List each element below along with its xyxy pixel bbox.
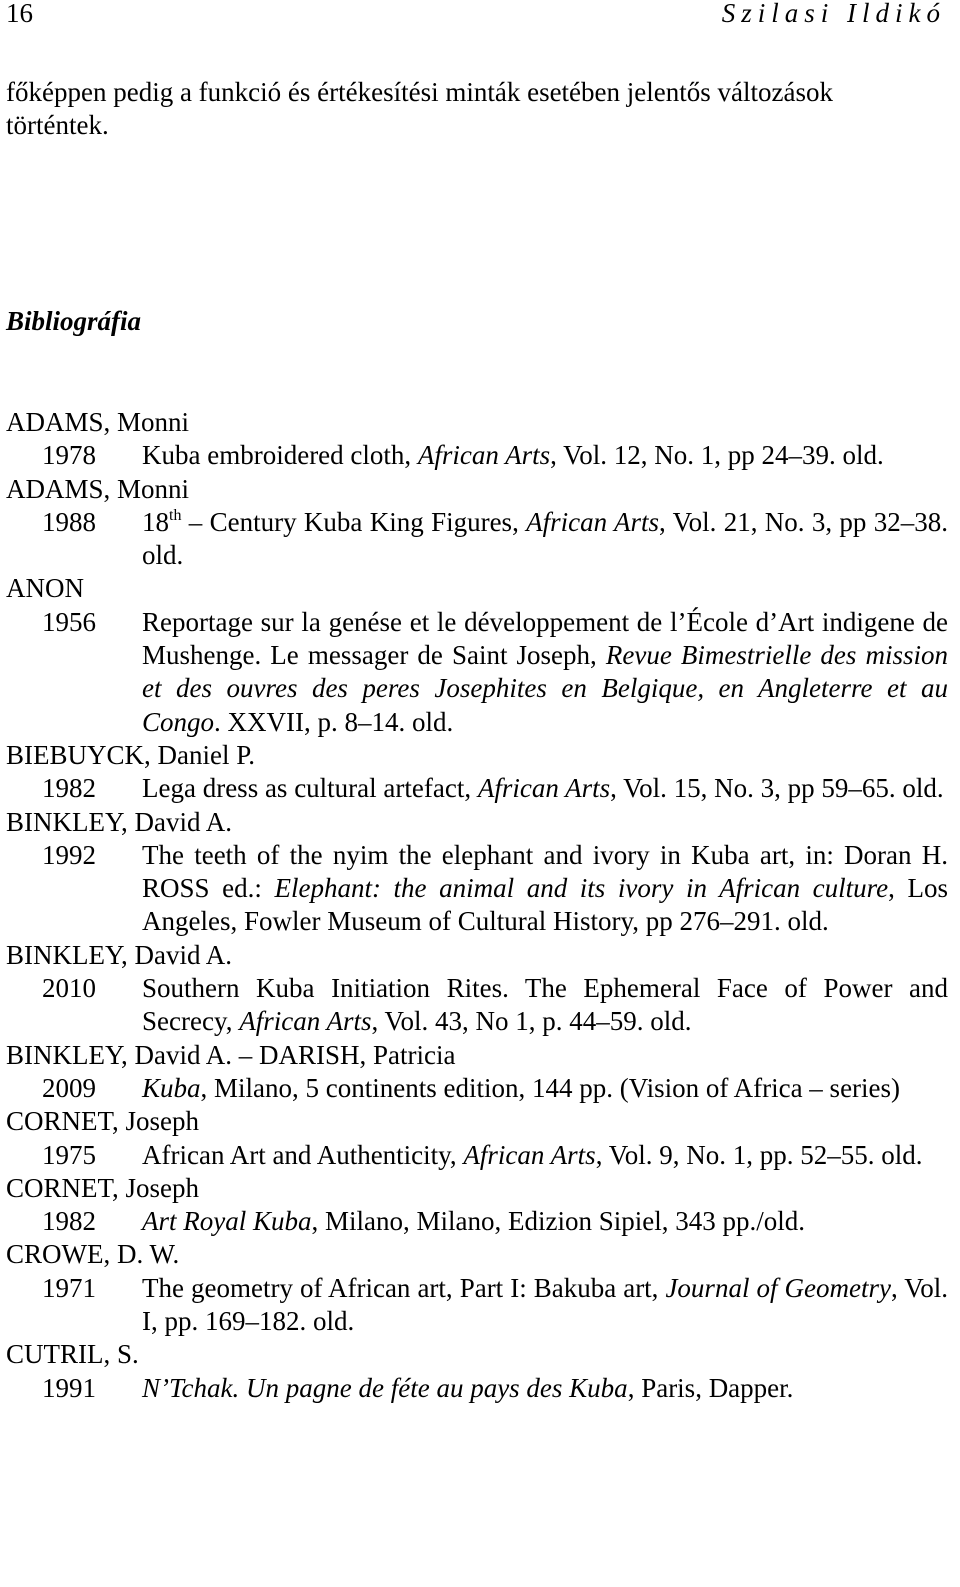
bib-work — [6, 606, 948, 739]
bib-text: The teeth of the nyim the elephant and ivory in Kuba art, in: Doran H. ROSS ed.: — [142, 839, 948, 904]
bib-work — [6, 439, 948, 472]
bib-citation — [142, 606, 948, 739]
bib-citation — [142, 1272, 948, 1339]
bib-work — [6, 772, 948, 805]
bib-title-italic: African Arts — [477, 773, 611, 804]
bib-year: 1991 — [42, 1372, 96, 1403]
bib-text: , Vol. I, pp. 169–182. old. — [142, 1272, 948, 1337]
bib-author: CORNET, Joseph — [6, 1106, 199, 1137]
page-header — [0, 0, 960, 40]
bib-text: – Century Kuba King Figures, — [181, 506, 527, 537]
bib-entry — [6, 473, 948, 573]
bibliography-list — [6, 406, 948, 1405]
bib-text: Southern Kuba Initiation Rites. The Ephemeral Face of Power and Secrecy, — [142, 973, 948, 1037]
bib-title-italic: N’Tchak. Un pagne de féte au pays des Kuba — [142, 1372, 628, 1403]
bib-entry — [6, 572, 948, 738]
bib-text: The geometry of African art, Part I: Bakuba art, — [142, 1272, 666, 1303]
bib-author: BINKLEY, David A. — [6, 939, 232, 970]
bib-text: , Paris, Dapper. — [627, 1372, 794, 1403]
running-head: Szilasi Ildikó — [721, 0, 946, 28]
bib-citation — [142, 839, 948, 939]
bib-year: 1971 — [42, 1272, 96, 1303]
bib-text: Reportage sur la genése et le développement de l’École d’Art indigene de Mushenge. Le messager de Saint Joseph, — [142, 606, 948, 671]
bib-year: 2010 — [42, 973, 96, 1004]
bib-author: CORNET, Joseph — [6, 1172, 199, 1203]
bib-text: African Art and Authenticity, — [142, 1139, 464, 1170]
bib-entry — [6, 1039, 948, 1106]
bib-year: 1982 — [42, 773, 96, 804]
bib-author: BINKLEY, David A. – DARISH, Patricia — [6, 1039, 456, 1070]
bib-work — [6, 1272, 948, 1339]
bib-title-italic: African Arts — [463, 1139, 596, 1170]
bib-text: , Vol. 43, No 1, p. 44–59. old. — [371, 1006, 692, 1037]
bib-text: , Vol. 12, No. 1, pp 24–39. old. — [550, 440, 884, 471]
bib-title-italic: African Arts — [239, 1006, 372, 1037]
bib-author: BIEBUYCK, Daniel P. — [6, 739, 255, 770]
bib-text: , Vol. 15, No. 3, pp 59–65. old. — [610, 773, 944, 804]
bib-work — [6, 972, 948, 1039]
bib-text: , Vol. 9, No. 1, pp. 52–55. old. — [595, 1139, 923, 1170]
bib-title-italic: Kuba — [142, 1072, 201, 1103]
bib-year: 1956 — [42, 606, 96, 637]
bib-title-italic: Elephant: the animal and its ivory in African culture — [274, 873, 889, 904]
bib-entry — [6, 406, 948, 473]
bib-citation — [142, 439, 948, 472]
bib-year: 1975 — [42, 1139, 96, 1170]
bib-citation — [142, 1139, 948, 1172]
bib-citation — [142, 1205, 948, 1238]
bib-entry — [6, 739, 948, 806]
bib-text: 18 — [142, 506, 169, 537]
bib-entry — [6, 1105, 948, 1172]
bib-text: , Milano, 5 continents edition, 144 pp. (Vision of Africa – series) — [200, 1072, 901, 1103]
bib-work — [6, 839, 948, 939]
bib-text: . XXVII, p. 8–14. old. — [214, 706, 454, 737]
bib-work — [6, 1139, 948, 1172]
bib-work — [6, 1372, 948, 1405]
bib-author: BINKLEY, David A. — [6, 806, 232, 837]
bib-work — [6, 1072, 948, 1105]
bib-citation — [142, 506, 948, 573]
bib-text: Kuba embroidered cloth, — [142, 440, 418, 471]
bib-text: , Los Angeles, Fowler Museum of Cultural History, pp 276–291. old. — [142, 873, 949, 937]
section-heading: Bibliográfia — [6, 306, 142, 336]
bib-author: ADAMS, Monni — [6, 407, 190, 437]
bib-superscript: th — [169, 506, 182, 524]
bib-author: ANON — [6, 573, 84, 604]
bib-text: , Milano, Milano, Edizion Sipiel, 343 pp./old. — [311, 1206, 805, 1237]
bib-text: Lega dress as cultural artefact, — [142, 773, 478, 804]
bib-citation — [142, 1372, 948, 1405]
bib-title-italic: African Arts — [526, 506, 659, 537]
bib-citation — [142, 772, 948, 805]
bib-citation — [142, 972, 948, 1039]
bib-entry — [6, 1172, 948, 1239]
intro-paragraph: főképpen pedig a funkció és értékesítési minták esetében jelentős változások történtek. — [6, 77, 833, 140]
bib-entry — [6, 939, 948, 1039]
bib-author: CUTRIL, S. — [6, 1339, 139, 1370]
bib-work — [6, 506, 948, 573]
bib-entry — [6, 1238, 948, 1338]
bib-work — [6, 1205, 948, 1238]
page-number: 16 — [6, 0, 33, 28]
bib-text: , Vol. 21, No. 3, pp 32–38. old. — [142, 506, 949, 571]
bib-title-italic: Revue Bimestrielle des mission et des ouvres des peres Josephites en Belgique, en Angleterre et au Congo — [142, 640, 948, 737]
bib-citation — [142, 1072, 948, 1105]
bib-year: 2009 — [42, 1072, 96, 1103]
bib-year: 1982 — [42, 1206, 96, 1237]
bib-title-italic: Art Royal Kuba — [142, 1206, 312, 1237]
bib-author: ADAMS, Monni — [6, 473, 190, 504]
bib-entry — [6, 806, 948, 939]
bib-year: 1978 — [42, 440, 96, 471]
bib-title-italic: African Arts — [417, 440, 551, 471]
bib-title-italic: Journal of Geometry — [665, 1272, 891, 1303]
bib-year: 1988 — [42, 506, 96, 537]
bib-entry — [6, 1338, 948, 1405]
bib-author: CROWE, D. W. — [6, 1239, 180, 1270]
bib-year: 1992 — [42, 839, 96, 870]
